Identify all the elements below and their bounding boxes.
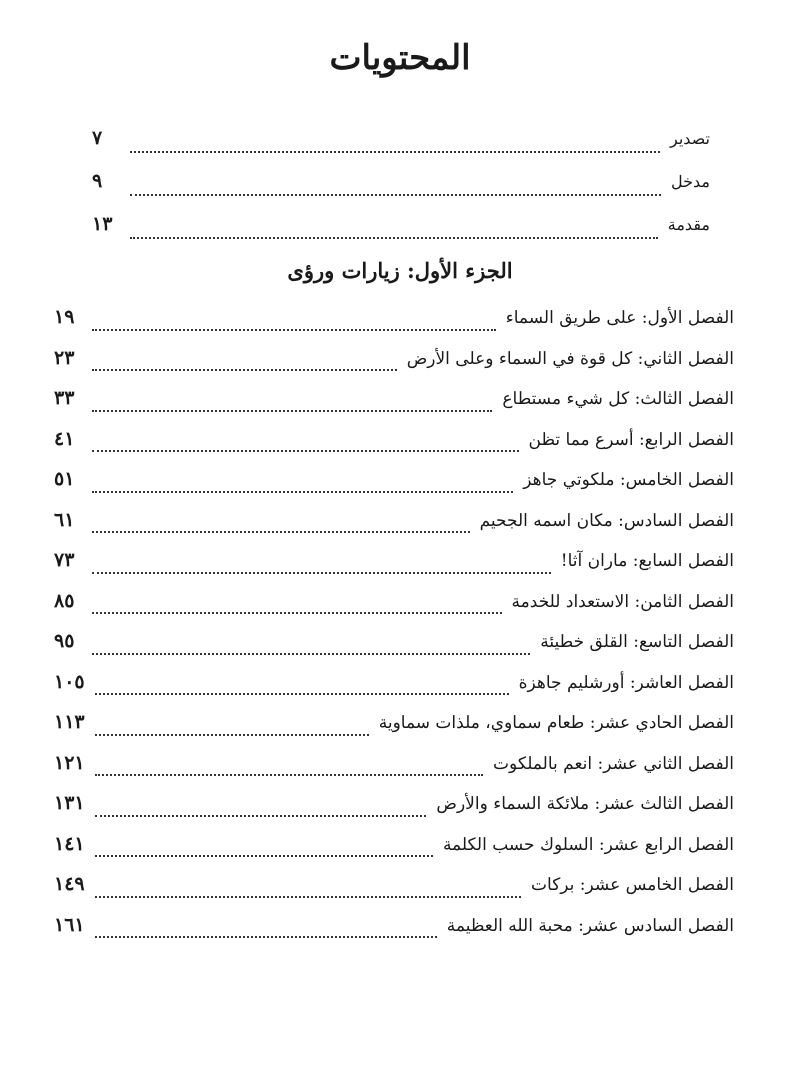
dot-leader <box>95 734 369 736</box>
chapter-row <box>54 833 734 874</box>
entry-title: الفصل الخامس عشر: بركات <box>531 875 734 895</box>
page-number: ٥١ <box>54 468 75 490</box>
dot-leader <box>92 572 551 574</box>
dot-leader <box>130 194 661 196</box>
entry-title: الفصل الرابع: أسرع مما تظن <box>528 429 734 450</box>
front-matter-row <box>92 127 710 170</box>
dot-leader <box>95 936 437 938</box>
page-number: ١٣١ <box>54 792 85 814</box>
entry-title: الفصل الثامن: الاستعداد للخدمة <box>511 591 734 612</box>
entry-title: الفصل التاسع: القلق خطيئة <box>540 632 734 652</box>
entry-title: الفصل الحادي عشر: طعام سماوي، ملذات سماوية <box>378 713 734 733</box>
entry-title: الفصل الثاني: كل قوة في السماء وعلى الأرض <box>406 348 734 369</box>
entry-title: الفصل الرابع عشر: السلوك حسب الكلمة <box>442 834 734 855</box>
page-number: ٢٣ <box>54 346 75 369</box>
entry-title: الفصل العاشر: أورشليم جاهزة <box>518 672 734 693</box>
chapter-row <box>54 630 734 671</box>
front-matter-row <box>92 213 710 256</box>
page-number: ٧٣ <box>54 549 75 571</box>
front-matter-list <box>92 127 710 256</box>
dot-leader <box>95 855 433 857</box>
entry-title: الفصل الثالث عشر: ملائكة السماء والأرض <box>436 794 734 814</box>
chapter-row <box>54 671 734 712</box>
front-matter-row <box>92 170 710 213</box>
page-number: ٧ <box>92 127 103 149</box>
page-number: ١٤١ <box>54 832 85 855</box>
chapter-row <box>54 792 734 833</box>
dot-leader <box>95 815 427 817</box>
dot-leader <box>92 450 519 452</box>
page-title: المحتويات <box>329 38 471 78</box>
page-number: ١٩ <box>54 306 75 328</box>
chapter-row <box>54 752 734 793</box>
page-number: ٩ <box>92 170 103 192</box>
entry-title: الفصل السابع: ماران آثا! <box>560 551 734 571</box>
dot-leader <box>92 410 492 412</box>
entry-title: الفصل الثالث: كل شيء مستطاع <box>502 389 734 409</box>
page-number: ١٣ <box>92 213 113 235</box>
chapter-row <box>54 468 734 509</box>
dot-leader <box>95 774 483 776</box>
page-number: ١٠٥ <box>54 670 85 693</box>
part-heading: الجزء الأول: زيارات ورؤى <box>287 258 513 283</box>
entry-title: الفصل الثاني عشر: انعم بالملكوت <box>493 753 734 774</box>
chapter-row <box>54 873 734 914</box>
chapter-row <box>54 347 734 388</box>
entry-title: الفصل الخامس: ملكوتي جاهز <box>523 470 734 490</box>
page-number: ١١٣ <box>54 711 85 733</box>
page-number: ١٤٩ <box>54 873 85 895</box>
page-number: ٦١ <box>54 508 75 531</box>
chapter-row <box>54 914 734 955</box>
page-number: ١٦١ <box>54 913 85 936</box>
dot-leader <box>130 237 658 239</box>
page-number: ٩٥ <box>54 630 75 652</box>
chapter-row <box>54 387 734 428</box>
page-number: ٨٥ <box>54 589 75 612</box>
page-number: ١٢١ <box>54 751 85 774</box>
entry-title: مدخل <box>671 172 710 191</box>
chapter-list <box>54 306 734 954</box>
page-number: ٣٣ <box>54 387 75 409</box>
chapter-row <box>54 428 734 469</box>
chapter-row <box>54 711 734 752</box>
chapter-row <box>54 590 734 631</box>
dot-leader <box>92 369 397 371</box>
entry-title: مقدمة <box>667 215 710 234</box>
entry-title: الفصل الأول: على طريق السماء <box>505 308 734 328</box>
dot-leader <box>92 612 502 614</box>
dot-leader <box>130 151 660 153</box>
dot-leader <box>92 491 513 493</box>
entry-title: الفصل السادس عشر: محبة الله العظيمة <box>446 915 734 936</box>
dot-leader <box>92 329 496 331</box>
dot-leader <box>95 693 509 695</box>
page-number: ٤١ <box>54 427 75 450</box>
chapter-row <box>54 306 734 347</box>
entry-title: تصدير <box>669 129 710 148</box>
entry-title: الفصل السادس: مكان اسمه الجحيم <box>479 510 734 531</box>
chapter-row <box>54 549 734 590</box>
dot-leader <box>92 531 470 533</box>
dot-leader <box>92 653 530 655</box>
dot-leader <box>95 896 521 898</box>
chapter-row <box>54 509 734 550</box>
